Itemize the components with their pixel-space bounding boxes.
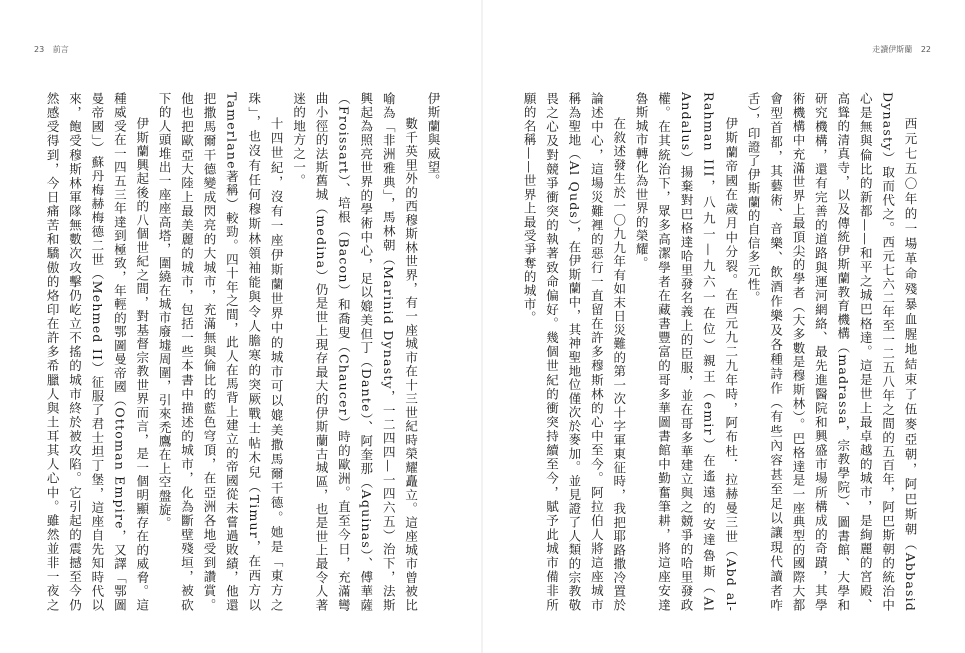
- left-page: [0, 0, 482, 653]
- running-title: 前言: [52, 45, 69, 54]
- vertical-text-body: [521, 92, 921, 612]
- vertical-text-body: [44, 92, 444, 612]
- paragraph: 伊斯蘭帝國在歲月中分裂。在西元九二九年時，阿布杜．拉赫曼三世（Abd al-Rahman III，八九一—九六一在位）親王（emir）在遙遠的安達魯斯（Al Andalus）揚棄對巴格達哈里發名義上的臣服，並在哥多華建立與之競爭的哈里發政權。在其統治下，眾多高潔學者在藏書豐富的哥多華圖書館中勤奮筆耕，將這座安達魯斯城市轉化為世界的榮耀。: [634, 92, 739, 612]
- page-header: [866, 44, 931, 55]
- paragraph: 在敘述發生於一〇九九年有如末日災難的第一次十字軍東征時，我把耶路撒冷置於論述中心，這場災難裡的惡行一直留在許多穆斯林的心中至今。阿拉伯人將這座城市稱為聖地（Al Quds），在伊斯蘭中，其神聖地位僅次於麥加。並見證了人類的宗教敬畏之心及對競爭衝突的執著致命偏好。幾個世紀的衝突持續至今，賦予此城市備非所願的名稱——世界上最受爭奪的城市。: [522, 92, 627, 612]
- paragraph: 伊斯蘭與威望。: [426, 92, 441, 188]
- page-number: 22: [920, 45, 931, 54]
- running-title: 走讀伊斯蘭: [872, 45, 913, 54]
- paragraph: 伊斯蘭興起後的八個世紀之間，對基督宗教世界而言，是一個明顯存在的威脅。這種威受在一四五三年達到極致，年輕的鄂圖曼帝國（Ottoman Empire，又譯「鄂圖曼帝國」）蘇丹梅赫梅德二世（Mehmed II）征服了君士坦丁堡，這座自先知時代以來，飽受穆斯林軍隊無數次攻擊仍屹立不搖的城市終於被攻陷。它引起的震撼至今仍然感受得到，今日痛苦和驕傲的烙印在許多希臘人與土耳其人心中。雖然並非一夜之: [45, 92, 150, 612]
- right-page: [483, 0, 965, 653]
- paragraph: 西元七五〇年的一場革命殘暴血腥地結束了伍麥亞朝，阿巴斯朝（Abbasid Dynasty）取而代之。西元七六二年至一二五八年之間的五百年，阿巴斯朝的統治中心是無與倫比的新都——和平之城巴格達。這是世上最卓越的城市，是絢麗的宮殿、高聳的清真寺，以及傳統伊斯蘭教育機構（madrassa，宗教學院）、圖書館、大學和研究機構，還有完善的道路與運河網絡、最先進醫院和興盛市場所構成的奇蹟，其學術機構中充滿世界上最頂尖的學者（大多數是穆斯林）。巴格達是一座典型的國際大都會型首都，其藝術、音樂、飲酒作樂及各種詩作（有些內容甚至足以讓現代讀者咋舌），印證了伊斯蘭的自信多元性。: [746, 92, 918, 612]
- page-number: 23: [34, 45, 45, 54]
- paragraph: 數千英里外的西穆斯林世界，有一座城市在十三世紀時榮耀矗立。這座城市曾被比喻為「非洲雅典」，馬林朝（Marinid Dynasty，一二四四—一四六五）治下，法斯興起為照亮世界的學術中心，足以媲美但丁（Dante）、阿奎那（Aquinas）、傅華薩（Froissart）、培根（Bacon）和喬叟（Chaucer）時的歐洲。直至今日，充滿彎曲小徑的法斯舊城（medina）仍是世上現存最大的伊斯蘭古城區，也是世上最令人著迷的地方之一。: [291, 92, 419, 612]
- page-header: [34, 44, 75, 55]
- paragraph: 十四世紀，沒有一座伊斯蘭世界中的城市可以媲美撒馬爾干德。她是「東方之珠」，也沒有任何穆斯林領袖能與令人膽寒的突厥戰士帖木兒（Timur，在西方以Tamerlane著稱）較勁。四十年之間，此人在馬背上建立的帝國從未嘗過敗績，他還把撒馬爾干德變成閃亮的大城市，充滿無與倫比的藍色穹頂，在亞洲各地受到讚賞。他也把歐亞大陸上最美麗的城市，包括一些本書中描述的城市，化為斷壁殘垣，被砍下的人頭堆出一座座高塔，圍繞在城市廢墟周圍，引來禿鷹在上空盤旋。: [157, 92, 285, 612]
